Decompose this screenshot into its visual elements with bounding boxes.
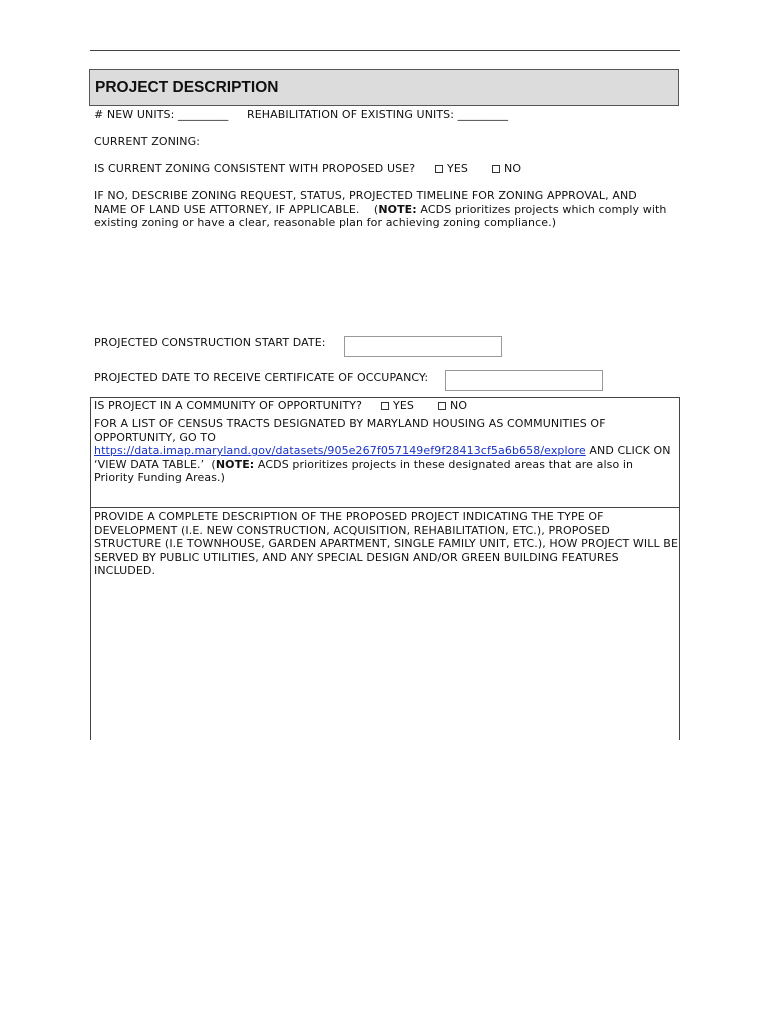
opportunity-yes-option[interactable] <box>381 399 414 412</box>
opportunity-after-link: AND CLICK ON ‘VIEW DATA TABLE.’ <box>94 444 671 471</box>
zoning-note-text: ACDS prioritizes projects which comply with existing zoning or have a clear, reasonable plan for achieving zoning compliance.) <box>94 202 667 229</box>
new-units-field[interactable]: # NEW UNITS: _________ <box>94 108 229 121</box>
zoning-yes-option[interactable] <box>435 162 468 175</box>
note-label: NOTE: <box>215 457 255 471</box>
description-input-area[interactable] <box>91 580 679 740</box>
rehab-units-field[interactable]: REHABILITATION OF EXISTING UNITS: _________ <box>247 108 509 121</box>
opportunity-question: IS PROJECT IN A COMMUNITY OF OPPORTUNITY? <box>94 399 363 412</box>
checkbox-icon[interactable] <box>381 402 389 410</box>
opportunity-box-top <box>90 397 680 398</box>
section-title: PROJECT DESCRIPTION <box>89 69 679 106</box>
if-no-text: IF NO, DESCRIBE ZONING REQUEST, STATUS, PROJECTED TIMELINE FOR ZONING APPROVAL, AND NAME OF LAND USE ATTORNEY, IF APPLICABLE. <box>94 189 637 216</box>
opportunity-yes-label: YES <box>393 399 414 412</box>
current-zoning-label: CURRENT ZONING: <box>94 135 201 148</box>
note-label: NOTE: <box>378 202 417 216</box>
construction-start-label: PROJECTED CONSTRUCTION START DATE: <box>94 336 326 349</box>
opportunity-no-option[interactable] <box>438 399 467 412</box>
checkbox-icon[interactable] <box>435 165 443 173</box>
box-right-border <box>679 397 680 740</box>
opportunity-note-text: ACDS prioritizes projects in these designated areas that are also in Priority Funding Areas.) <box>94 457 634 484</box>
top-divider <box>90 50 680 51</box>
construction-start-input[interactable] <box>344 336 502 357</box>
checkbox-icon[interactable] <box>492 165 500 173</box>
zoning-yes-label: YES <box>447 162 468 175</box>
description-box-top <box>90 507 680 508</box>
opportunity-no-label: NO <box>450 399 468 412</box>
occupancy-date-label: PROJECTED DATE TO RECEIVE CERTIFICATE OF OCCUPANCY: <box>94 371 429 384</box>
zoning-if-no-paragraph: IF NO, DESCRIBE ZONING REQUEST, STATUS, PROJECTED TIMELINE FOR ZONING APPROVAL, AND NAME OF LAND USE ATTORNEY, IF APPLICABLE. (NOTE: ACDS prioritizes projects which comply with existing zoning or have a clear, reasonable plan for achieving zoning compliance.) <box>94 189 667 229</box>
zoning-no-option[interactable] <box>492 162 521 175</box>
occupancy-date-input[interactable] <box>445 370 603 391</box>
checkbox-icon[interactable] <box>438 402 446 410</box>
opportunity-map-link[interactable]: https://data.imap.maryland.gov/datasets/905e267f057149ef9f28413cf5a6b658/explore <box>94 444 586 457</box>
zoning-no-label: NO <box>504 162 522 175</box>
opportunity-list-paragraph: FOR A LIST OF CENSUS TRACTS DESIGNATED BY MARYLAND HOUSING AS COMMUNITIES OF OPPORTUNITY, GO TO https://data.imap.maryland.gov/datasets/905e267f057149ef9f28413cf5a6b658/explore AND CLICK ON ‘VIEW DATA TABLE.’ (NOTE: ACDS prioritizes projects in these designated areas that are also in Priority Funding Areas.) <box>94 417 671 484</box>
opportunity-list-text: FOR A LIST OF CENSUS TRACTS DESIGNATED BY MARYLAND HOUSING AS COMMUNITIES OF OPPORTUNITY, GO TO <box>94 417 606 444</box>
description-prompt: PROVIDE A COMPLETE DESCRIPTION OF THE PROPOSED PROJECT INDICATING THE TYPE OF DEVELOPMENT (I.E. NEW CONSTRUCTION, ACQUISITION, REHABILITATION, ETC.), PROPOSED STRUCTURE (I.E TOWNHOUSE, GARDEN APARTMENT, SINGLE FAMILY UNIT, ETC.), HOW PROJECT WILL BE SERVED BY PUBLIC UTILITIES, AND ANY SPECIAL DESIGN AND/OR GREEN BUILDING FEATURES INCLUDED. <box>94 510 679 577</box>
zoning-consistent-question: IS CURRENT ZONING CONSISTENT WITH PROPOSED USE? <box>94 162 416 175</box>
